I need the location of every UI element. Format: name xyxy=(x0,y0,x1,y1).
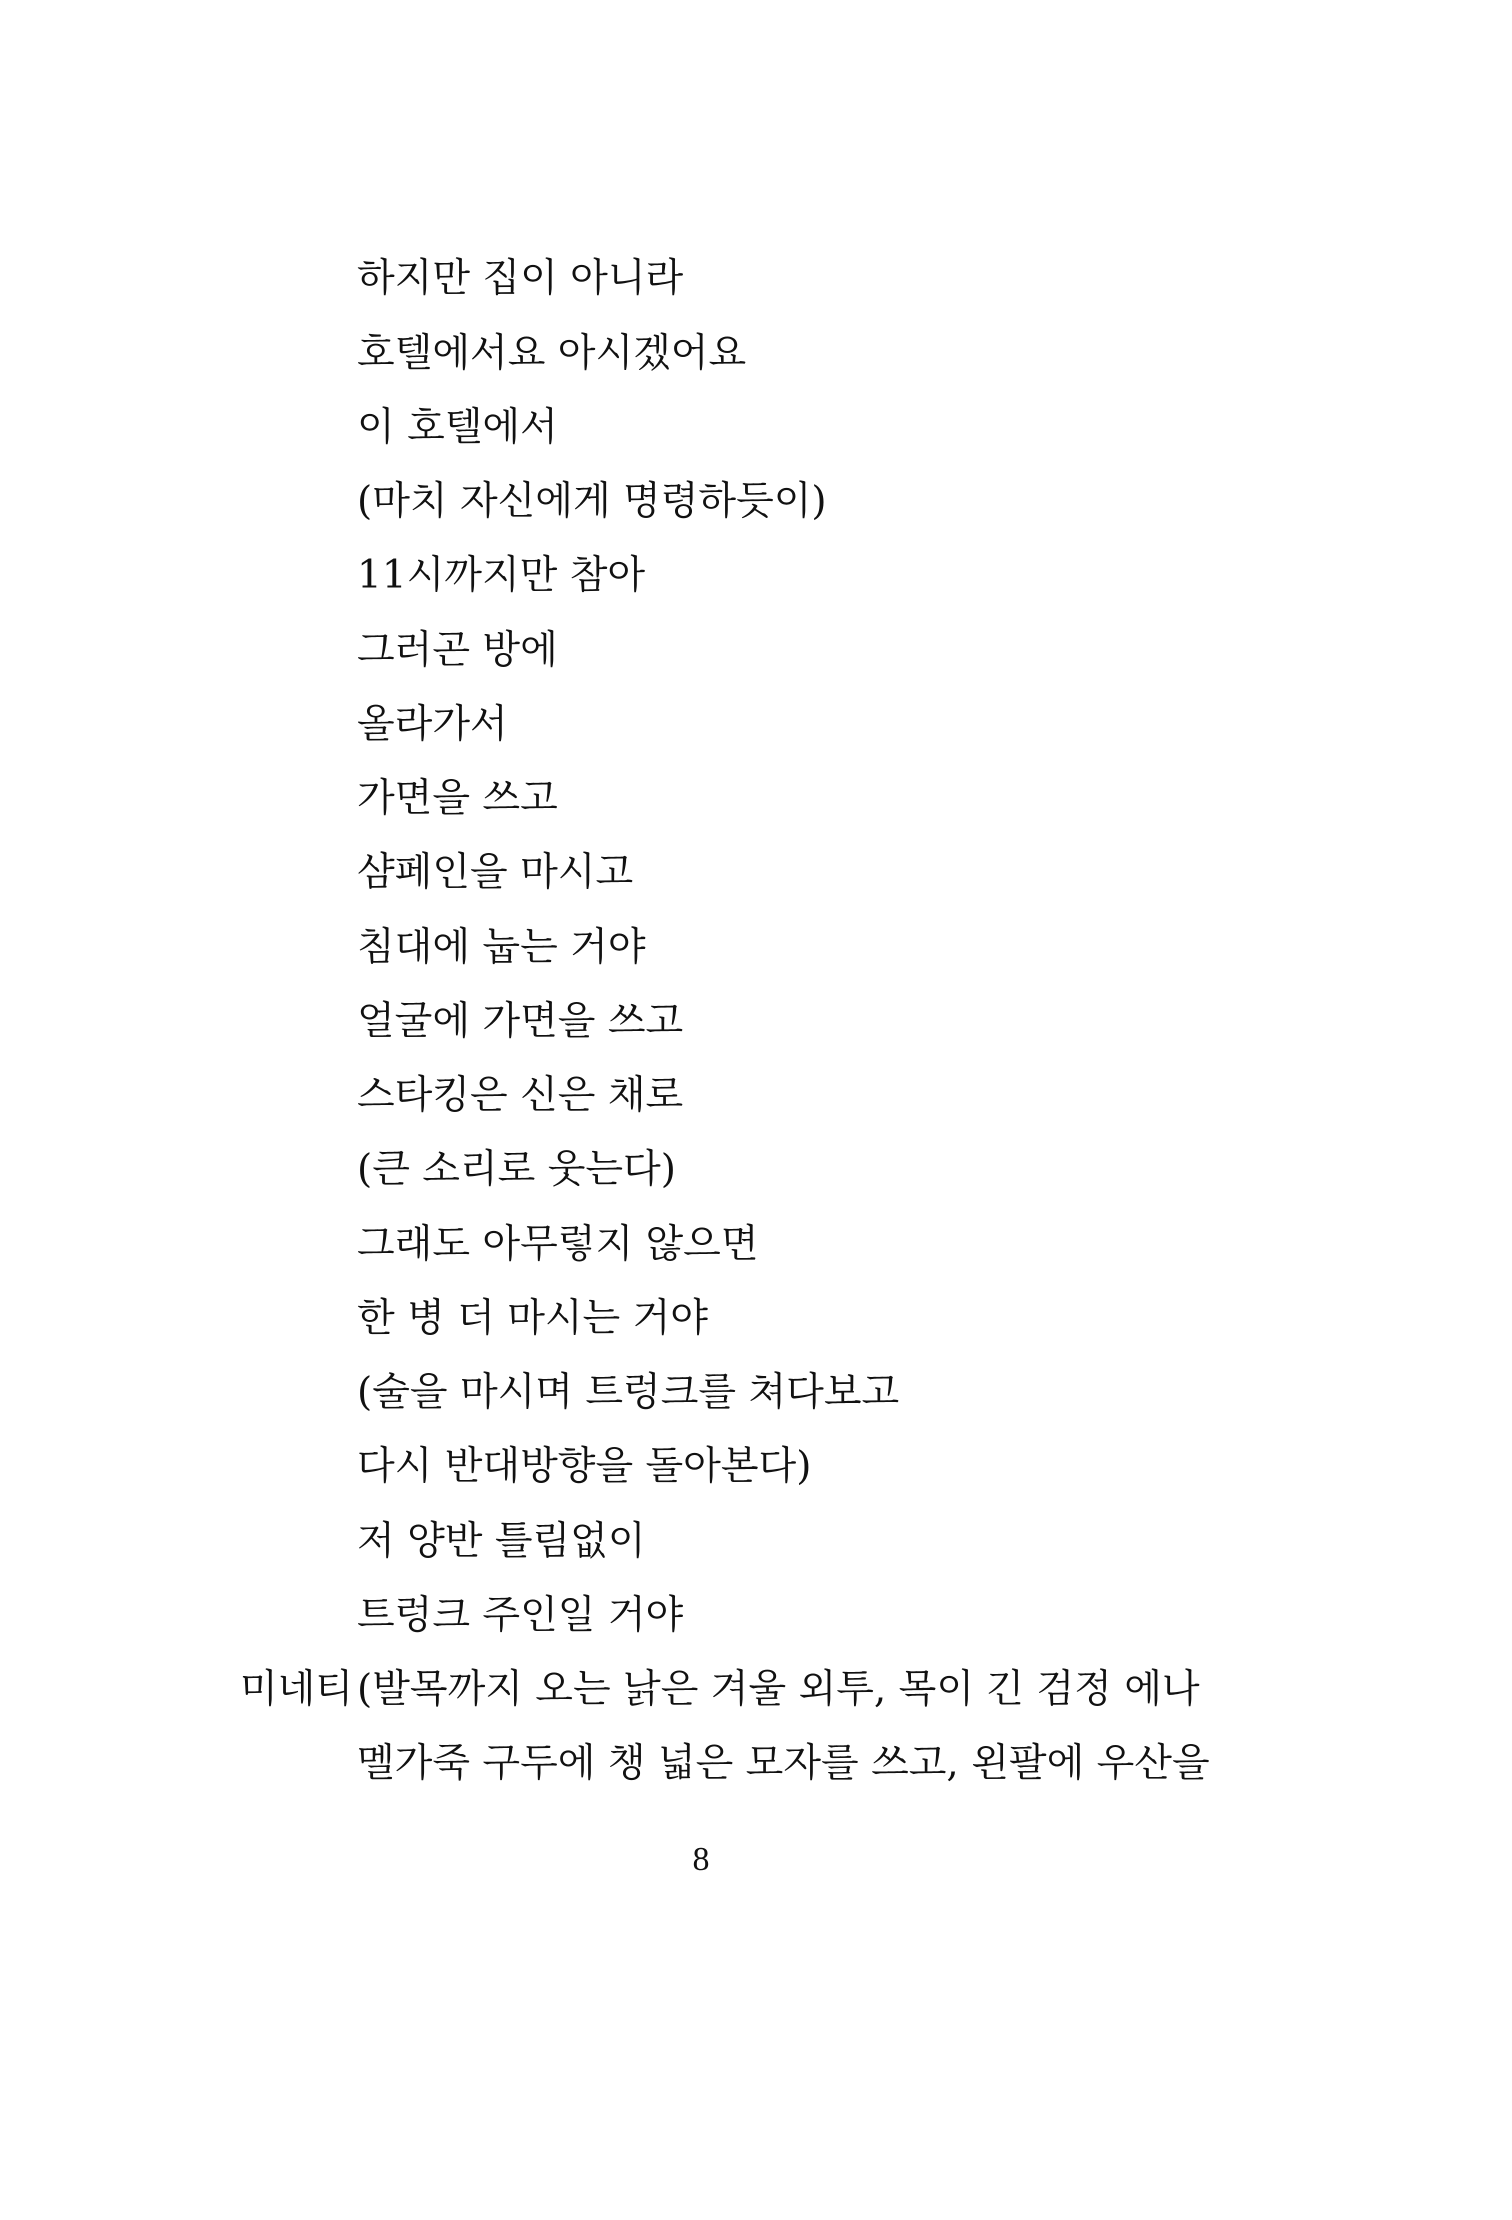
stage-direction: (발목까지 오는 낡은 겨울 외투, 목이 긴 검정 에나 xyxy=(357,1667,1200,1712)
stage-direction: 멜가죽 구두에 챙 넓은 모자를 쓰고, 왼팔에 우산을 xyxy=(357,1741,1210,1786)
page-number: 8 xyxy=(692,1841,710,1878)
stage-direction: (술을 마시며 트렁크를 쳐다보고 xyxy=(357,1370,900,1415)
text-line: 그러곤 방에 xyxy=(357,628,558,673)
text-line: 이 호텔에서 xyxy=(357,405,558,450)
text-line: 가면을 쓰고 xyxy=(357,776,558,821)
text-line: 호텔에서요 아시겠어요 xyxy=(357,331,747,376)
stage-direction: (마치 자신에게 명령하듯이) xyxy=(357,479,827,524)
text-line: 하지만 집이 아니라 xyxy=(357,256,684,301)
text-line: 얼굴에 가면을 쓰고 xyxy=(357,999,684,1044)
text-line: 스타킹은 신은 채로 xyxy=(357,1073,684,1118)
text-line: 11시까지만 참아 xyxy=(357,553,646,598)
text-line: 침대에 눕는 거야 xyxy=(357,925,646,970)
stage-direction: 다시 반대방향을 돌아본다) xyxy=(357,1444,812,1489)
text-line: 한 병 더 마시는 거야 xyxy=(357,1296,708,1341)
stage-direction: (큰 소리로 웃는다) xyxy=(357,1147,676,1192)
text-line: 올라가서 xyxy=(357,702,508,747)
text-line: 그래도 아무렇지 않으면 xyxy=(357,1222,759,1267)
text-line: 샴페인을 마시고 xyxy=(357,850,634,895)
speaker-name: 미네티 xyxy=(240,1667,354,1712)
text-line: 저 양반 틀림없이 xyxy=(357,1519,646,1564)
text-line: 트렁크 주인일 거야 xyxy=(357,1593,684,1638)
